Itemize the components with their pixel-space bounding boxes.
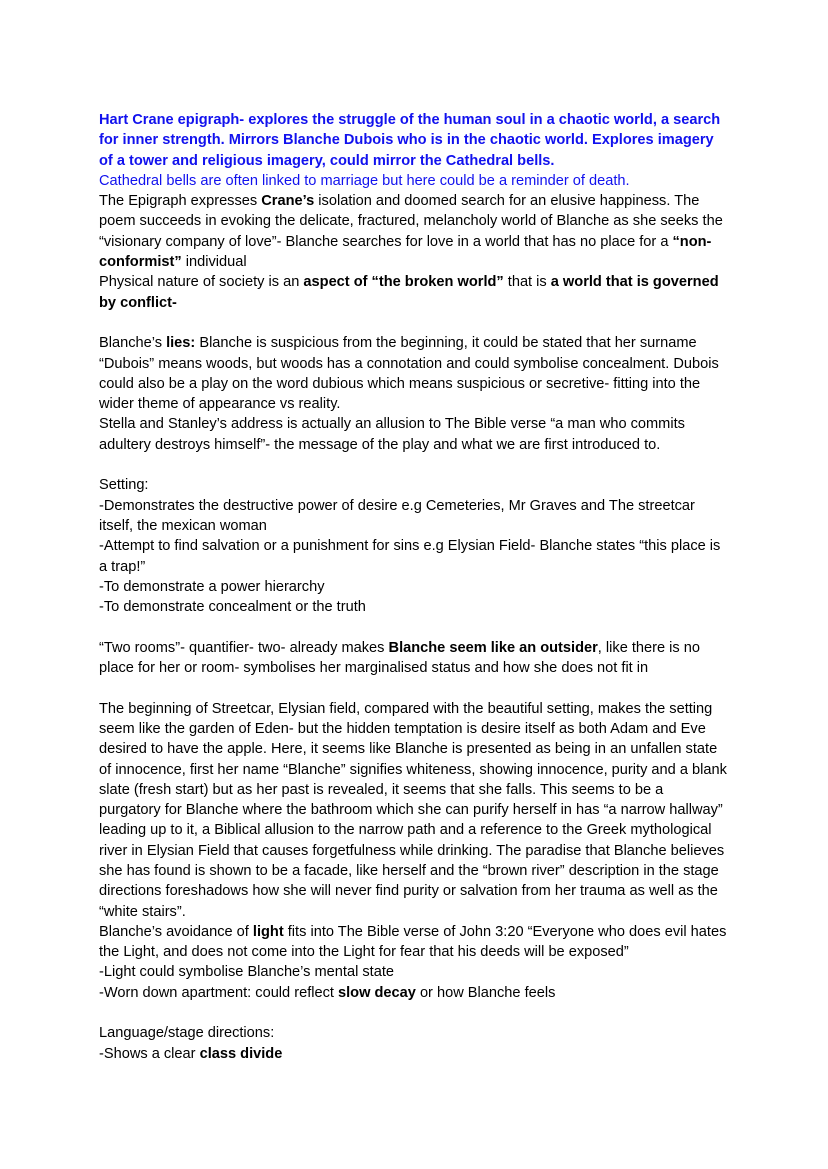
text-run: slow decay	[338, 984, 416, 1001]
text-run: fits into The Bible verse of John 3:20 “Everyone who does evil hates the Light, and does not come into the Light for fear that his deeds will be exposed”	[99, 923, 727, 961]
text-run: lies:	[166, 335, 196, 352]
paragraph-setting-heading: Setting:	[99, 477, 149, 494]
paragraph-spacer	[99, 313, 728, 333]
text-run: class divide	[199, 1045, 283, 1062]
text-run: light	[252, 923, 284, 940]
paragraph-class-divide	[99, 1044, 728, 1064]
text-run: Blanche’s avoidance of	[99, 923, 253, 940]
paragraph-spacer	[99, 678, 728, 698]
text-run: “non-conformist”	[99, 233, 712, 271]
text-run: Blanche’s	[99, 335, 167, 352]
text-run: “Two rooms”- quantifier- two- already makes	[99, 639, 389, 656]
paragraph-apartment-point	[99, 983, 728, 1003]
paragraph-cathedral-bells-note: Cathedral bells are often linked to marriage but here could be a reminder of death.	[99, 172, 630, 189]
paragraph-light-avoidance	[99, 922, 728, 963]
text-run: a world that is governed by conflict-	[99, 274, 719, 311]
text-run: aspect of “the broken world”	[303, 274, 504, 291]
paragraph-light-point: -Light could symbolise Blanche’s mental state	[99, 964, 395, 981]
text-run: Blanche seem like an outsider	[388, 639, 598, 656]
text-run: -Shows a clear	[99, 1045, 200, 1062]
text-run: Crane’s	[261, 193, 315, 210]
paragraph-setting-point-4: -To demonstrate concealment or the truth	[99, 599, 366, 616]
paragraph-broken-world	[99, 272, 728, 313]
text-run: -Worn down apartment: could reflect	[99, 984, 339, 1001]
paragraph-language-heading: Language/stage directions:	[99, 1025, 275, 1042]
text-run: isolation and doomed search for an elusive happiness. The poem succeeds in evoking the delicate, fractured, melancholy world of Blanche as she seeks the “visionary company of love”- Blanche searches for love in a world that has no place for a	[99, 193, 723, 250]
paragraph-setting-point-1: -Demonstrates the destructive power of desire e.g Cemeteries, Mr Graves and The streetcar itself, the mexican woman	[99, 497, 695, 534]
paragraph-elysian-eden: The beginning of Streetcar, Elysian field, compared with the beautiful setting, makes the setting seem like the garden of Eden- but the hidden temptation is desire itself as both Adam and Eve desired to have the apple. Here, it seems like Blanche is presented as being in an unfallen state of innocence, first her name “Blanche” signifies whiteness, showing innocence, purity and a blank slate (fresh start) but as her past is revealed, it seems that she falls. This seems to be a purgatory for Blanche where the bathroom which she can purify herself in has “a narrow hallway” leading up to it, a Biblical allusion to the narrow path and a reference to the Greek mythological river in Elysian Field that causes forgetfulness while drinking. The paradise that Blanche believes she has found is shown to be a facade, like herself and the “brown river” description in the stage directions foreshadows how she will never find purity or salvation from her trauma as well as the “white stairs”.	[99, 700, 727, 920]
paragraph-setting-point-2: -Attempt to find salvation or a punishment for sins e.g Elysian Field- Blanche states “this place is a trap!”	[99, 538, 721, 575]
paragraph-spacer	[99, 455, 728, 475]
document-body	[99, 110, 728, 1064]
text-run: Blanche is suspicious from the beginning, it could be stated that her surname “Dubois” means woods, but woods has a connotation and could symbolise concealment. Dubois could also be a play on the word dubious which means suspicious or secretive- fitting into the wider theme of appearance vs reality.	[99, 335, 719, 413]
paragraph-epigraph-heading: Hart Crane epigraph- explores the struggle of the human soul in a chaotic world, a search for inner strength. Mirrors Blanche Dubois who is in the chaotic world. Explores imagery of a tower and religious imagery, could mirror the Cathedral bells.	[99, 112, 721, 169]
paragraph-epigraph-crane-isolation	[99, 191, 728, 272]
text-run: individual	[181, 254, 247, 271]
paragraph-stella-stanley-address: Stella and Stanley’s address is actually an allusion to The Bible verse “a man who commits adultery destroys himself”- the message of the play and what we are first introduced to.	[99, 416, 685, 453]
paragraph-spacer	[99, 617, 728, 637]
paragraph-spacer	[99, 1003, 728, 1023]
paragraph-two-rooms	[99, 638, 728, 679]
text-run: or how Blanche feels	[415, 984, 556, 1001]
text-run: The Epigraph expresses	[99, 193, 262, 210]
text-run: Physical nature of society is an	[99, 274, 304, 291]
paragraph-blanche-lies	[99, 333, 728, 414]
paragraph-setting-point-3: -To demonstrate a power hierarchy	[99, 578, 325, 595]
text-run: , like there is no place for her or room- symbolises her marginalised status and how she does not fit in	[99, 639, 701, 677]
text-run: that is	[503, 274, 551, 291]
